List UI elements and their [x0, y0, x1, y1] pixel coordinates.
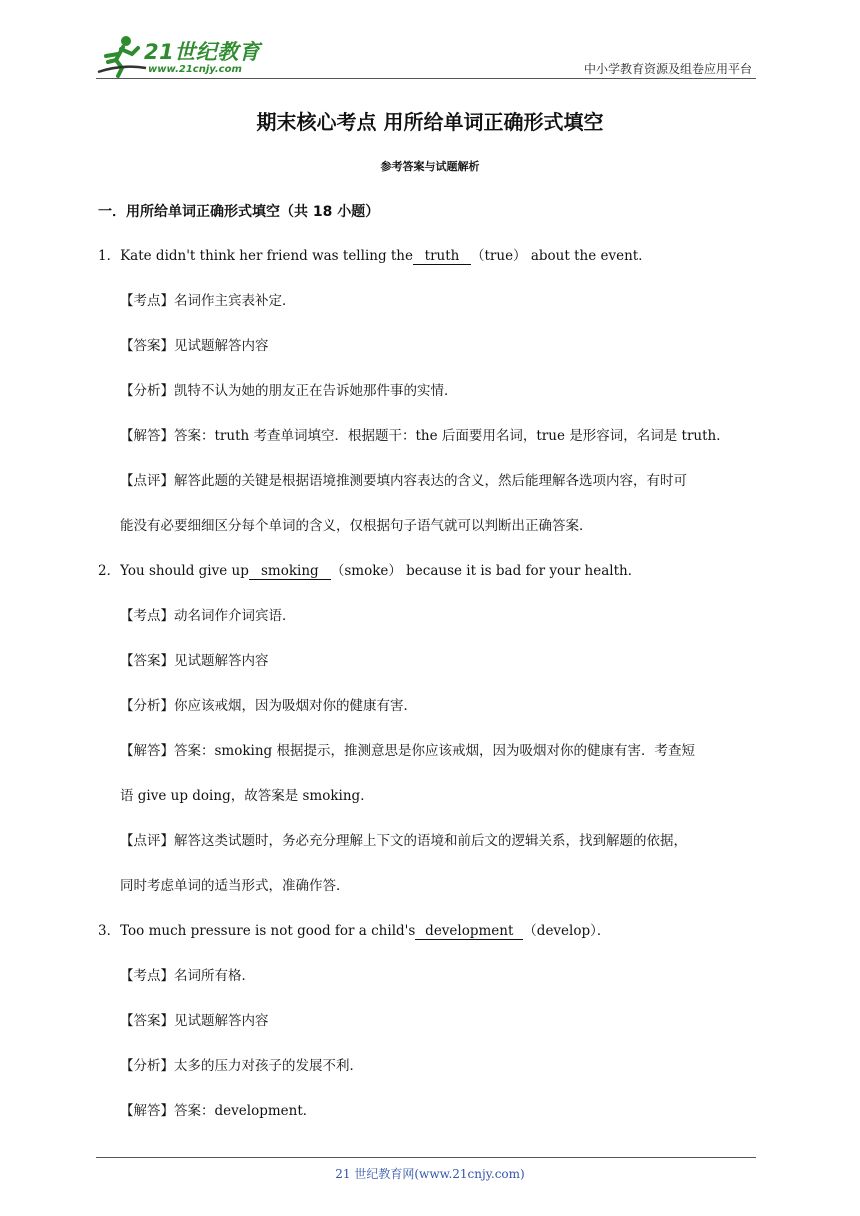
- section-heading: 一．用所给单词正确形式填空（共 18 小题）: [98, 204, 380, 220]
- page-title: 期末核心考点 用所给单词正确形式填空: [256, 110, 604, 134]
- footer-divider: [96, 1157, 756, 1158]
- question-text: 2．You should give up: [98, 563, 249, 579]
- question-hint: （develop）．: [523, 923, 611, 939]
- kaodian-line: 【考点】名词作主宾表补定．: [120, 293, 296, 309]
- jieda-line-cont: 语 give up doing，故答案是 smoking．: [120, 788, 374, 804]
- question-1: [98, 246, 652, 266]
- question-text: 1．Kate didn't think her friend was telling the: [98, 248, 413, 264]
- runner-logo-icon: [96, 34, 148, 78]
- jieda-line: 【解答】答案：truth 考查单词填空．根据题干：the 后面要用名词，true 是形容词，名词是 truth．: [120, 428, 730, 444]
- kaodian-line: 【考点】动名词作介词宾语．: [120, 608, 296, 624]
- site-logo: [96, 34, 266, 78]
- answer-blank: truth: [413, 249, 471, 265]
- daan-line: 【答案】见试题解答内容: [120, 338, 269, 354]
- logo-url: www.21cnjy.com: [148, 64, 242, 75]
- header-divider: [96, 78, 756, 79]
- dianping-line-cont: 能没有必要细细区分每个单词的含义，仅根据句子语气就可以判断出正确答案．: [120, 518, 593, 534]
- question-hint: （smoke） because it is bad for your health．: [330, 563, 642, 579]
- kaodian-line: 【考点】名词所有格．: [120, 968, 255, 984]
- page-header: [96, 30, 756, 80]
- fenxi-line: 【分析】凯特不认为她的朋友正在告诉她那件事的实情．: [120, 383, 458, 399]
- page-subtitle: 参考答案与试题解析: [380, 160, 480, 173]
- question-2: [98, 561, 641, 581]
- answer-blank: smoking: [249, 564, 331, 580]
- question-text: 3．Too much pressure is not good for a child's: [98, 923, 416, 939]
- jieda-line: 【解答】答案：development．: [120, 1103, 317, 1119]
- logo-text: 21世纪教育: [144, 40, 261, 64]
- daan-line: 【答案】见试题解答内容: [120, 653, 269, 669]
- fenxi-line: 【分析】你应该戒烟，因为吸烟对你的健康有害．: [120, 698, 417, 714]
- page-footer: 21 世纪教育网(www.21cnjy.com): [335, 1167, 525, 1181]
- dianping-line-cont: 同时考虑单词的适当形式，准确作答．: [120, 878, 350, 894]
- question-hint: （true） about the event．: [471, 248, 652, 264]
- answer-blank: development: [415, 924, 523, 940]
- jieda-line: 【解答】答案：smoking 根据提示，推测意思是你应该戒烟，因为吸烟对你的健康有害．考查短: [120, 743, 695, 759]
- dianping-line: 【点评】解答此题的关键是根据语境推测要填内容表达的含义，然后能理解各选项内容，有时可: [120, 473, 687, 489]
- question-3: [98, 921, 610, 941]
- fenxi-line: 【分析】太多的压力对孩子的发展不利．: [120, 1058, 363, 1074]
- dianping-line: 【点评】解答这类试题时，务必充分理解上下文的语境和前后文的逻辑关系，找到解题的依据，: [120, 833, 687, 849]
- platform-name: 中小学教育资源及组卷应用平台: [583, 62, 752, 76]
- daan-line: 【答案】见试题解答内容: [120, 1013, 269, 1029]
